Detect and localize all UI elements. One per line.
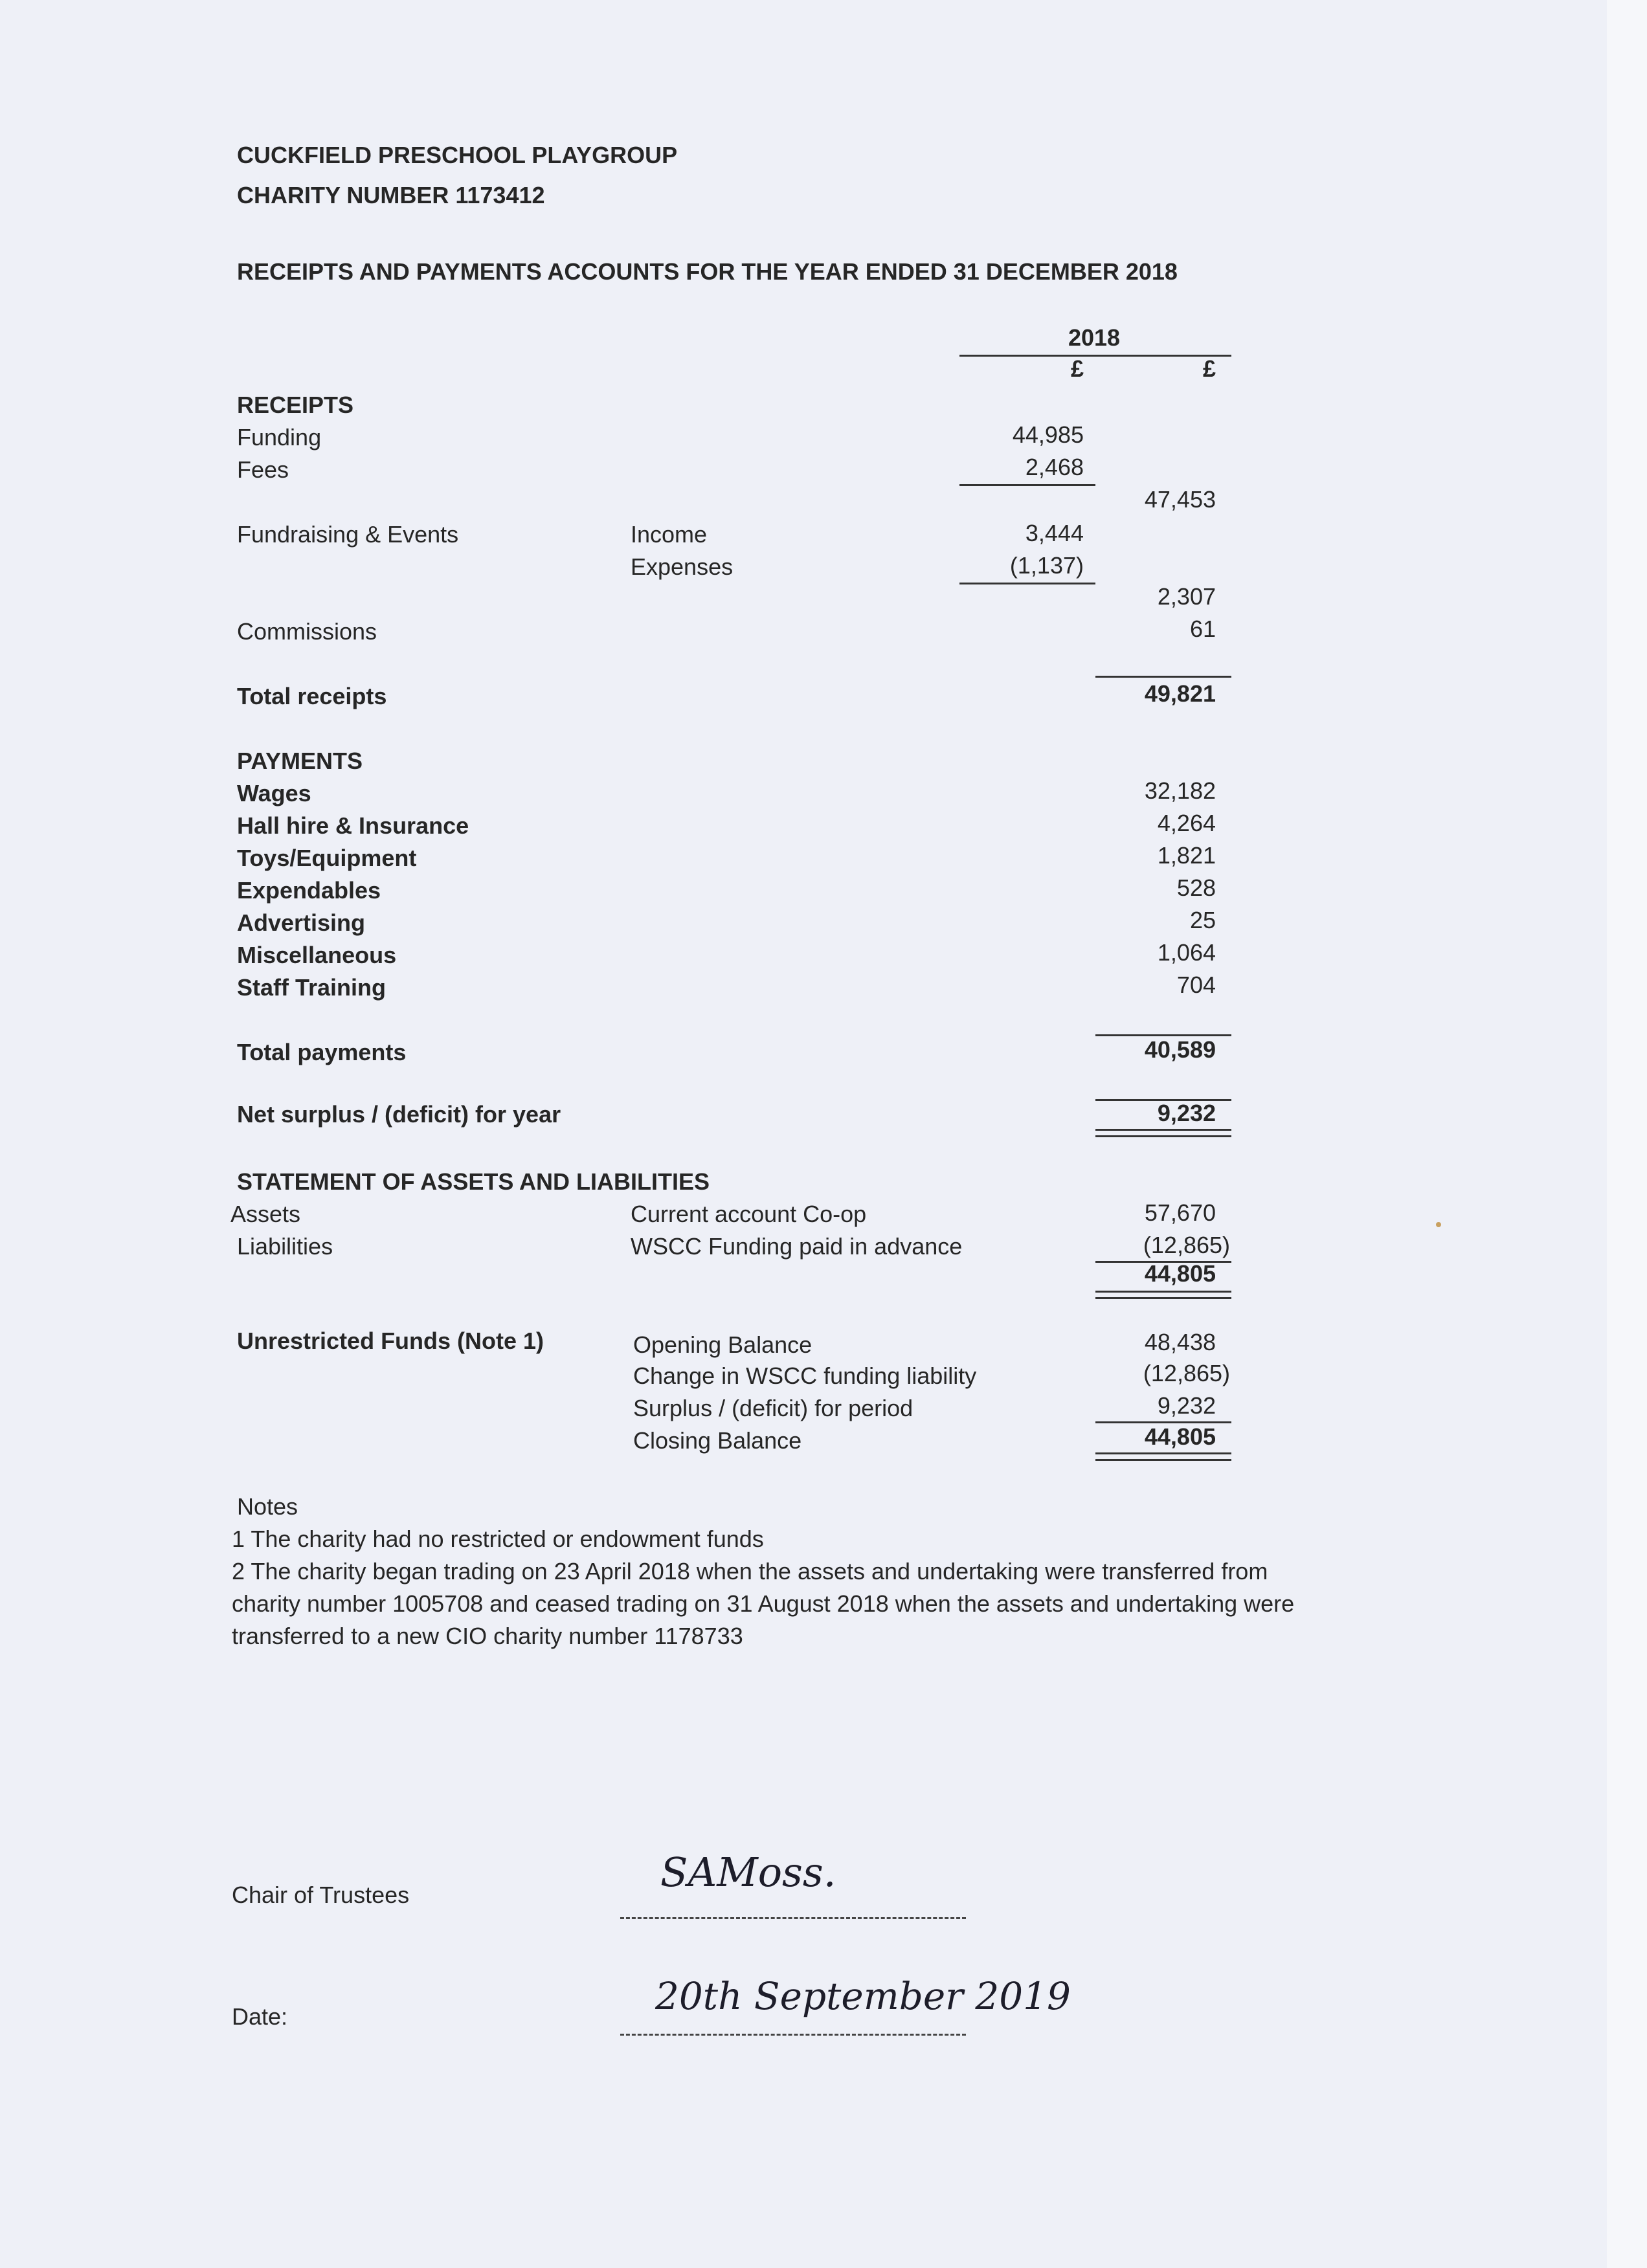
liabilities-desc: WSCC Funding paid in advance	[631, 1233, 963, 1260]
charity-number: CHARITY NUMBER 1173412	[237, 182, 545, 208]
date-signature-line	[620, 2034, 966, 2036]
currency-header-1: £	[1070, 355, 1084, 382]
payments-heading: PAYMENTS	[237, 748, 363, 774]
funds-rule-bottom-2	[1095, 1459, 1231, 1461]
funds-row-value: (12,865)	[1143, 1360, 1230, 1386]
chair-signature: SAMoss.	[660, 1849, 836, 1896]
fundraising-label: Fundraising & Events	[237, 521, 459, 548]
note-2-line-3: transferred to a new CIO charity number 1178733	[232, 1623, 743, 1649]
statement-rule-bottom-2	[1095, 1297, 1231, 1299]
total-payments-value: 40,589	[1144, 1036, 1216, 1063]
funds-label: Unrestricted Funds (Note 1)	[237, 1328, 544, 1354]
year-header: 2018	[1068, 324, 1121, 351]
payment-label: Hall hire & Insurance	[237, 812, 469, 839]
payment-label: Advertising	[237, 909, 366, 936]
payment-value: 704	[1176, 972, 1216, 998]
total-payments-label: Total payments	[237, 1039, 407, 1065]
expenses-label: Expenses	[631, 553, 734, 580]
payment-label: Staff Training	[237, 974, 387, 1001]
funding-label: Funding	[237, 424, 322, 450]
payment-label: Expendables	[237, 877, 381, 904]
note-1: 1 The charity had no restricted or endowment funds	[232, 1526, 764, 1552]
income-label: Income	[631, 521, 708, 548]
net-value: 9,232	[1157, 1100, 1216, 1126]
statement-total: 44,805	[1144, 1260, 1216, 1287]
payment-label: Miscellaneous	[237, 942, 397, 968]
payment-value: 25	[1189, 907, 1216, 933]
net-rule-bottom-1	[1095, 1129, 1231, 1131]
document-title: RECEIPTS AND PAYMENTS ACCOUNTS FOR THE YEAR ENDED 31 DECEMBER 2018	[237, 258, 1178, 285]
liabilities-value: (12,865)	[1143, 1232, 1230, 1258]
total-receipts-value: 49,821	[1144, 680, 1216, 707]
date-label: Date:	[232, 2003, 288, 2030]
note-2-line-2: charity number 1005708 and ceased trading on 31 August 2018 when the assets and undertaking were	[232, 1590, 1295, 1617]
funds-row-label: Surplus / (deficit) for period	[633, 1395, 913, 1421]
assets-desc: Current account Co-op	[631, 1201, 867, 1227]
assets-label: Assets	[230, 1201, 301, 1227]
total-receipts-label: Total receipts	[237, 683, 387, 709]
liabilities-label: Liabilities	[237, 1233, 333, 1260]
funds-row-label: Closing Balance	[633, 1427, 802, 1454]
payment-value: 4,264	[1157, 810, 1216, 836]
fees-value: 2,468	[1025, 454, 1084, 480]
statement-rule-bottom-1	[1095, 1291, 1231, 1293]
chair-signature-line	[620, 1917, 966, 1919]
net-rule-bottom-2	[1095, 1135, 1231, 1137]
total-receipts-rule	[1095, 676, 1231, 678]
chair-label: Chair of Trustees	[232, 1882, 410, 1908]
net-label: Net surplus / (deficit) for year	[237, 1101, 561, 1128]
fees-label: Fees	[237, 456, 289, 483]
income-value: 3,444	[1025, 520, 1084, 546]
currency-header-2: £	[1202, 355, 1216, 382]
scan-edge	[1607, 0, 1647, 2268]
commissions-value: 61	[1189, 616, 1216, 642]
funding-value: 44,985	[1012, 421, 1084, 448]
notes-heading: Notes	[237, 1493, 298, 1520]
payment-value: 528	[1176, 874, 1216, 901]
scan-speck	[1436, 1222, 1441, 1227]
funds-row-value: 9,232	[1157, 1392, 1216, 1419]
org-name: CUCKFIELD PRESCHOOL PLAYGROUP	[237, 142, 678, 168]
assets-value: 57,670	[1144, 1199, 1216, 1226]
payment-label: Wages	[237, 780, 311, 806]
note-2-line-1: 2 The charity began trading on 23 April 2018 when the assets and undertaking were transferred from	[232, 1558, 1268, 1584]
signature-date: 20th September 2019	[655, 1974, 1071, 2018]
payment-value: 1,821	[1157, 842, 1216, 869]
funds-row-label: Change in WSCC funding liability	[633, 1362, 977, 1389]
funds-row-label: Opening Balance	[633, 1331, 812, 1358]
payment-label: Toys/Equipment	[237, 845, 417, 871]
commissions-label: Commissions	[237, 618, 377, 645]
funds-row-value: 44,805	[1144, 1423, 1216, 1450]
receipts-heading: RECEIPTS	[237, 392, 354, 418]
receipts-subtotal: 47,453	[1144, 486, 1216, 513]
expenses-value: (1,137)	[1009, 552, 1084, 579]
funds-rule-bottom-1	[1095, 1452, 1231, 1454]
fundraising-net: 2,307	[1157, 583, 1216, 610]
payment-value: 1,064	[1157, 939, 1216, 966]
statement-heading: STATEMENT OF ASSETS AND LIABILITIES	[237, 1168, 710, 1195]
payment-value: 32,182	[1144, 777, 1216, 804]
funds-row-value: 48,438	[1144, 1329, 1216, 1355]
